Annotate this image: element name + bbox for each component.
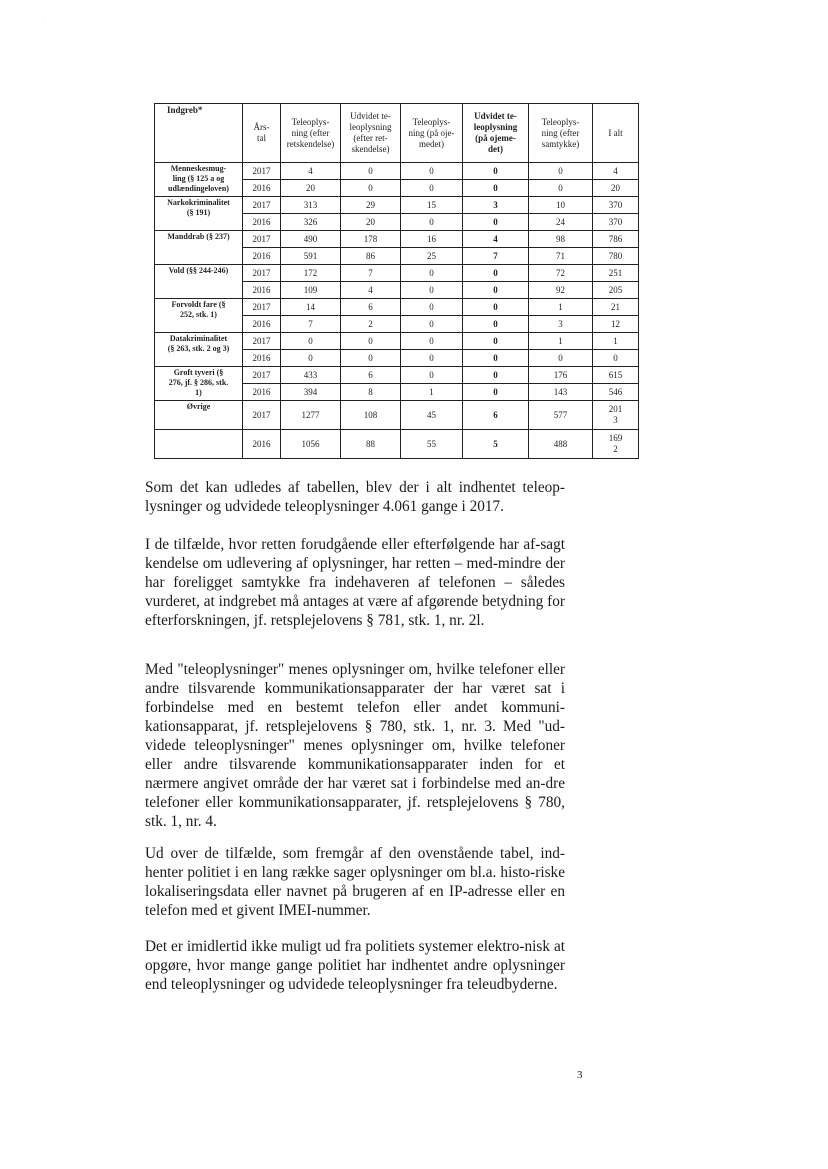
table-cell: 591 [281, 248, 341, 265]
table-cell: 0 [529, 180, 593, 197]
table-cell: 0 [463, 265, 529, 282]
table-cell: 178 [341, 231, 401, 248]
table-cell: 1277 [281, 401, 341, 430]
table-cell: 0 [401, 180, 463, 197]
table-cell: 0 [341, 163, 401, 180]
table-cell: 92 [529, 282, 593, 299]
table-cell: 0 [401, 163, 463, 180]
table-cell: 1 [529, 299, 593, 316]
statistics-table-container [154, 103, 638, 459]
table-cell: 205 [593, 282, 639, 299]
category-label: Øvrige [155, 401, 243, 430]
table-cell: 3 [463, 197, 529, 214]
table-cell: 2016 [243, 180, 281, 197]
table-cell: 577 [529, 401, 593, 430]
table-row [155, 299, 639, 316]
header-udvidet-oejemedet: Udvidet te- leoplysning (på ojeme- det) [463, 104, 529, 163]
table-cell: 786 [593, 231, 639, 248]
paragraph-5 [145, 937, 565, 994]
table-cell: 12 [593, 316, 639, 333]
table-cell: 2017 [243, 265, 281, 282]
table-cell: 176 [529, 367, 593, 384]
table-cell: 0 [463, 299, 529, 316]
table-cell: 2016 [243, 430, 281, 459]
header-aarstal: Års- tal [243, 104, 281, 163]
table-cell: 0 [281, 333, 341, 350]
table-cell: 2016 [243, 350, 281, 367]
table-cell: 1056 [281, 430, 341, 459]
header-indgreb: Indgreb* [155, 104, 243, 163]
table-cell: 0 [341, 350, 401, 367]
table-cell: 0 [463, 282, 529, 299]
table-cell: 313 [281, 197, 341, 214]
table-cell: 433 [281, 367, 341, 384]
statistics-table [154, 103, 639, 459]
table-cell: 2016 [243, 384, 281, 401]
category-label: Datakriminalitet (§ 263, stk. 2 og 3) [155, 333, 243, 367]
table-cell: 0 [463, 384, 529, 401]
table-cell: 21 [593, 299, 639, 316]
table-cell: 0 [401, 333, 463, 350]
table-cell: 2 [341, 316, 401, 333]
table-cell: 1 [593, 333, 639, 350]
table-cell: 0 [341, 333, 401, 350]
paragraph-3-text: Med "teleoplysninger" menes oplysninger om, hvilke telefoner eller andre tilsvarende kommunikationsapparater der har været sat i forbindelse med en bestemt telefon eller andet kommuni-kationsapparat, jf. retsplejelovens § 780, stk. 1, nr. 3. Med "ud-videde teleoplysninger" menes oplysninger om, hvilke telefoner eller andre tilsvarende kommunikationsapparater inden for et nærmere angivet område der har været sat i forbindelse med an-dre telefoner eller kommunikationsapparater, jf. retsplejelovens § 780, stk. 1, nr. 4. [145, 661, 565, 830]
table-cell: 0 [463, 316, 529, 333]
table-cell: 0 [463, 163, 529, 180]
table-cell: 20 [593, 180, 639, 197]
table-cell: 4 [463, 231, 529, 248]
page-number: 3 [577, 1069, 583, 1081]
table-cell: 0 [281, 350, 341, 367]
table-cell: 4 [593, 163, 639, 180]
table-header-row [155, 104, 639, 163]
header-udvidet-retskendelse: Udvidet te- leoplysning (efter ret- skendelse) [341, 104, 401, 163]
category-label: Groft tyveri (§ 276, jf. § 286, stk. 1) [155, 367, 243, 401]
category-label: Forvoldt fare (§ 252, stk. 1) [155, 299, 243, 333]
table-cell: 394 [281, 384, 341, 401]
table-cell: 98 [529, 231, 593, 248]
table-cell: 8 [341, 384, 401, 401]
table-cell: 3 [529, 316, 593, 333]
category-label: Menneskesmug- ling (§ 125 a og udlændingeloven) [155, 163, 243, 197]
scan-specks: · · [26, 18, 45, 24]
table-cell: 72 [529, 265, 593, 282]
table-cell: 0 [401, 299, 463, 316]
table-row [155, 231, 639, 248]
table-cell: 5 [463, 430, 529, 459]
table-cell: 16 [401, 231, 463, 248]
table-row [155, 367, 639, 384]
table-cell: 370 [593, 197, 639, 214]
table-cell: 1 [401, 384, 463, 401]
category-cell [155, 430, 243, 459]
table-cell: 370 [593, 214, 639, 231]
table-cell: 25 [401, 248, 463, 265]
table-row [155, 333, 639, 350]
table-cell: 24 [529, 214, 593, 231]
table-cell: 20 [341, 214, 401, 231]
table-cell: 143 [529, 384, 593, 401]
table-cell: 2016 [243, 316, 281, 333]
category-label: Manddrab (§ 237) [155, 231, 243, 265]
header-i-alt: I alt [593, 104, 639, 163]
table-cell: 172 [281, 265, 341, 282]
table-cell: 0 [341, 180, 401, 197]
table-cell: 88 [341, 430, 401, 459]
table-cell: 108 [341, 401, 401, 430]
table-cell: 546 [593, 384, 639, 401]
table-body [155, 163, 639, 459]
table-cell: 71 [529, 248, 593, 265]
table-cell: 2017 [243, 401, 281, 430]
header-teleoplysning-retskendelse: Teleoplys- ning (efter retskendelse) [281, 104, 341, 163]
table-cell: 7 [281, 316, 341, 333]
table-cell: 7 [341, 265, 401, 282]
table-cell: 169 2 [593, 430, 639, 459]
table-cell: 0 [593, 350, 639, 367]
table-cell: 0 [401, 265, 463, 282]
table-cell: 20 [281, 180, 341, 197]
table-cell: 0 [529, 163, 593, 180]
table-row [155, 265, 639, 282]
table-cell: 2016 [243, 214, 281, 231]
table-cell: 1 [529, 333, 593, 350]
table-cell: 7 [463, 248, 529, 265]
table-cell: 0 [463, 214, 529, 231]
table-cell: 0 [463, 333, 529, 350]
table-cell: 4 [281, 163, 341, 180]
table-row [155, 401, 639, 430]
table-cell: 0 [529, 350, 593, 367]
table-cell: 15 [401, 197, 463, 214]
category-label: Narkokriminalitet (§ 191) [155, 197, 243, 231]
table-cell: 0 [463, 367, 529, 384]
table-cell: 2017 [243, 231, 281, 248]
table-cell: 45 [401, 401, 463, 430]
table-cell: 326 [281, 214, 341, 231]
paragraph-4-text: Ud over de tilfælde, som fremgår af den ovenstående tabel, ind-henter politiet i en lang række sager oplysninger om bl.a. histo-riske lokaliseringsdata eller navnet på brugeren af en IP-adresse eller en telefon med et givent IMEI-nummer. [145, 845, 565, 919]
table-cell: 0 [401, 282, 463, 299]
table-cell: 201 3 [593, 401, 639, 430]
table-cell: 55 [401, 430, 463, 459]
table-cell: 488 [529, 430, 593, 459]
table-cell: 10 [529, 197, 593, 214]
table-cell: 251 [593, 265, 639, 282]
table-cell: 0 [463, 350, 529, 367]
table-cell: 780 [593, 248, 639, 265]
paragraph-1 [145, 478, 565, 516]
table-cell: 109 [281, 282, 341, 299]
table-cell: 2017 [243, 367, 281, 384]
table-cell: 86 [341, 248, 401, 265]
table-cell: 0 [463, 180, 529, 197]
table-cell: 0 [401, 350, 463, 367]
table-cell: 2017 [243, 333, 281, 350]
table-cell: 14 [281, 299, 341, 316]
paragraph-2 [145, 535, 565, 630]
paragraph-1-text: Som det kan udledes af tabellen, blev der i alt indhentet teleop-lysninger og udvidede teleoplysninger 4.061 gange i 2017. [145, 479, 565, 515]
table-cell: 6 [463, 401, 529, 430]
paragraph-5-text: Det er imidlertid ikke muligt ud fra politiets systemer elektro-nisk at opgøre, hvor mange gange politiet har indhentet andre oplysninger end teleoplysninger og udvidede teleoplysninger fra teleudbyderne. [145, 938, 565, 993]
table-cell: 0 [401, 214, 463, 231]
table-cell: 6 [341, 299, 401, 316]
table-cell: 615 [593, 367, 639, 384]
table-cell: 2017 [243, 299, 281, 316]
table-cell: 490 [281, 231, 341, 248]
table-cell: 4 [341, 282, 401, 299]
header-teleoplysning-oejemedet: Teleoplys- ning (på oje- medet) [401, 104, 463, 163]
category-label: Vold (§§ 244-246) [155, 265, 243, 299]
table-cell: 2017 [243, 197, 281, 214]
table-cell: 2016 [243, 282, 281, 299]
table-cell: 2016 [243, 248, 281, 265]
paragraph-3 [145, 660, 565, 831]
table-cell: 29 [341, 197, 401, 214]
table-cell: 6 [341, 367, 401, 384]
table-row [155, 197, 639, 214]
table-row [155, 163, 639, 180]
paragraph-2-text: I de tilfælde, hvor retten forudgående eller efterfølgende har af-sagt kendelse om udlevering af oplysninger, har retten – med-mindre der har foreligget samtykke fra indehaveren af telefonen – således vurderet, at indgrebet må antages at være af afgørende betydning for efterforskningen, jf. retsplejelovens § 781, stk. 1, nr. 2l. [145, 536, 565, 629]
table-row [155, 430, 639, 459]
table-cell: 0 [401, 367, 463, 384]
table-cell: 0 [401, 316, 463, 333]
paragraph-4 [145, 844, 565, 920]
header-teleoplysning-samtykke: Teleoplys- ning (efter samtykke) [529, 104, 593, 163]
table-cell: 2017 [243, 163, 281, 180]
